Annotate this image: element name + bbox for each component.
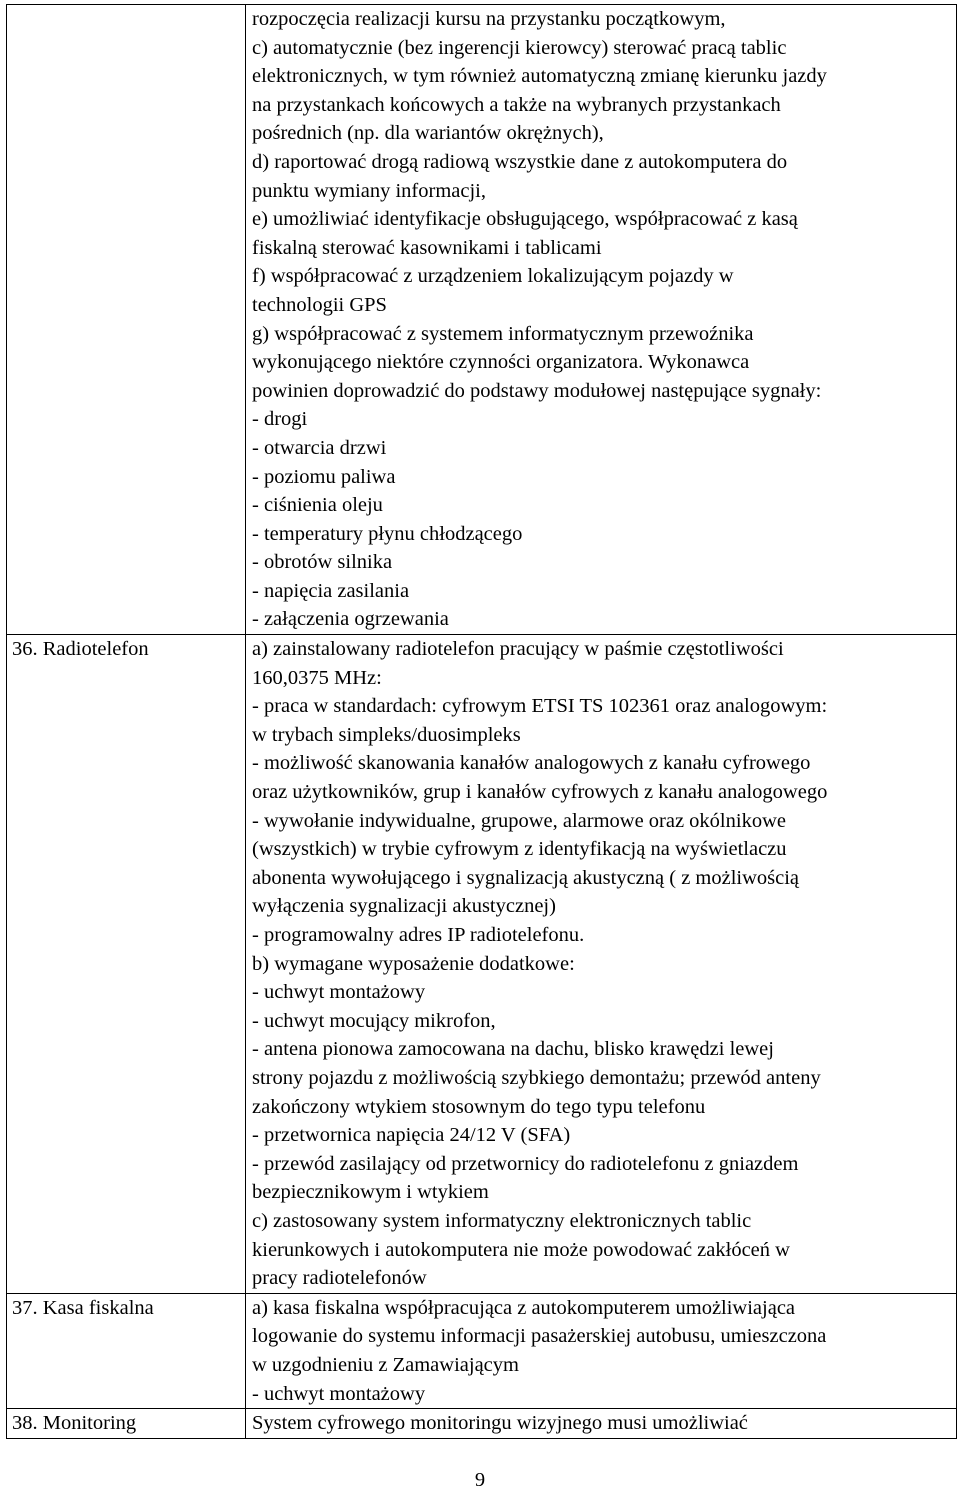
content-line: strony pojazdu z możliwością szybkiego demontażu; przewód anteny: [252, 1066, 821, 1089]
row-label: 37. Kasa fiskalna: [12, 1296, 154, 1319]
row-content-cell: [246, 5, 957, 635]
content-line: (wszystkich) w trybie cyfrowym z identyfikacją na wyświetlaczu: [252, 838, 787, 861]
content-line: w uzgodnieniu z Zamawiającym: [252, 1353, 519, 1376]
content-line: - poziomu paliwa: [252, 465, 396, 488]
specification-table-body: [7, 5, 957, 1439]
content-line: a) kasa fiskalna współpracująca z autokomputerem umożliwiająca: [252, 1296, 796, 1319]
content-line: - temperatury płynu chłodzącego: [252, 522, 523, 545]
content-line: a) zainstalowany radiotelefon pracujący w paśmie częstotliwości: [252, 638, 784, 661]
content-line: powinien doprowadzić do podstawy modułowej następujące sygnały:: [252, 379, 822, 402]
row-content-cell: [246, 635, 957, 1294]
content-line: - napięcia zasilania: [252, 579, 410, 602]
row-label-cell: [7, 5, 246, 635]
content-line: w trybach simpleks/duosimpleks: [252, 723, 521, 746]
content-line: - możliwość skanowania kanałów analogowych z kanału cyfrowego: [252, 752, 811, 775]
table-row: [7, 1293, 957, 1408]
content-line: logowanie do systemu informacji pasażerskiej autobusu, umieszczona: [252, 1325, 827, 1348]
content-line: wykonującego niektóre czynności organizatora. Wykonawca: [252, 351, 750, 374]
content-line: technologii GPS: [252, 293, 387, 316]
content-line: zakończony wtykiem stosownym do tego typu telefonu: [252, 1095, 706, 1118]
row-label-cell: [7, 1409, 246, 1439]
content-line: d) raportować drogą radiową wszystkie dane z autokomputera do: [252, 150, 788, 173]
content-line: wyłączenia sygnalizacji akustycznej): [252, 895, 556, 918]
content-line: - ciśnienia oleju: [252, 494, 383, 517]
content-line: 160,0375 MHz:: [252, 666, 382, 689]
content-line: - uchwyt mocujący mikrofon,: [252, 1009, 496, 1032]
content-line: - przewód zasilający od przetwornicy do radiotelefonu z gniazdem: [252, 1152, 799, 1175]
content-line: na przystankach końcowych a także na wybranych przystankach: [252, 93, 781, 116]
row-label-cell: [7, 1293, 246, 1408]
content-line: - uchwyt montażowy: [252, 1382, 426, 1405]
content-line: oraz użytkowników, grup i kanałów cyfrowych z kanału analogowego: [252, 781, 828, 804]
content-line: rozpoczęcia realizacji kursu na przystanku początkowym,: [252, 8, 726, 30]
content-line: b) wymagane wyposażenie dodatkowe:: [252, 952, 575, 975]
content-line: kierunkowych i autokomputera nie może powodować zakłóceń w: [252, 1238, 790, 1261]
content-line: bezpiecznikowym i wtykiem: [252, 1181, 489, 1204]
content-line: - drogi: [252, 408, 308, 431]
content-line: - przetwornica napięcia 24/12 V (SFA): [252, 1124, 571, 1147]
content-line: c) automatycznie (bez ingerencji kierowcy) sterować pracą tablic: [252, 36, 787, 59]
content-line: - antena pionowa zamocowana na dachu, blisko krawędzi lewej: [252, 1038, 774, 1061]
content-line: - praca w standardach: cyfrowym ETSI TS 102361 oraz analogowym:: [252, 695, 828, 718]
content-line: - obrotów silnika: [252, 551, 393, 574]
table-row: [7, 5, 957, 635]
row-label: 36. Radiotelefon: [12, 638, 149, 661]
content-line: - załączenia ogrzewania: [252, 608, 449, 631]
page-number: 9: [474, 1469, 486, 1491]
content-line: pracy radiotelefonów: [252, 1267, 427, 1290]
content-line: System cyfrowego monitoringu wizyjnego musi umożliwiać: [252, 1412, 748, 1435]
row-content-cell: [246, 1409, 957, 1439]
table-row: [7, 635, 957, 1294]
content-line: e) umożliwiać identyfikacje obsługującego, współpracować z kasą: [252, 208, 798, 231]
content-line: - otwarcia drzwi: [252, 436, 387, 459]
row-content-cell: [246, 1293, 957, 1408]
content-line: g) współpracować z systemem informatycznym przewoźnika: [252, 322, 754, 345]
content-line: f) współpracować z urządzeniem lokalizującym pojazdy w: [252, 265, 734, 288]
content-line: - programowalny adres IP radiotelefonu.: [252, 924, 585, 946]
row-label-cell: [7, 635, 246, 1294]
content-line: c) zastosowany system informatyczny elektronicznych tablic: [252, 1209, 752, 1232]
content-line: pośrednich (np. dla wariantów okrężnych),: [252, 122, 604, 145]
content-line: abonenta wywołującego i sygnalizacją akustyczną ( z możliwością: [252, 866, 800, 889]
content-line: elektronicznych, w tym również automatyczną zmianę kierunku jazdy: [252, 65, 827, 88]
content-line: fiskalną sterować kasownikami i tablicami: [252, 236, 602, 259]
table-row: [7, 1409, 957, 1439]
row-label: 38. Monitoring: [12, 1412, 137, 1435]
content-line: - uchwyt montażowy: [252, 981, 426, 1004]
specification-table: [6, 4, 957, 1439]
content-line: - wywołanie indywidualne, grupowe, alarmowe oraz okólnikowe: [252, 809, 786, 832]
content-line: punktu wymiany informacji,: [252, 179, 486, 202]
